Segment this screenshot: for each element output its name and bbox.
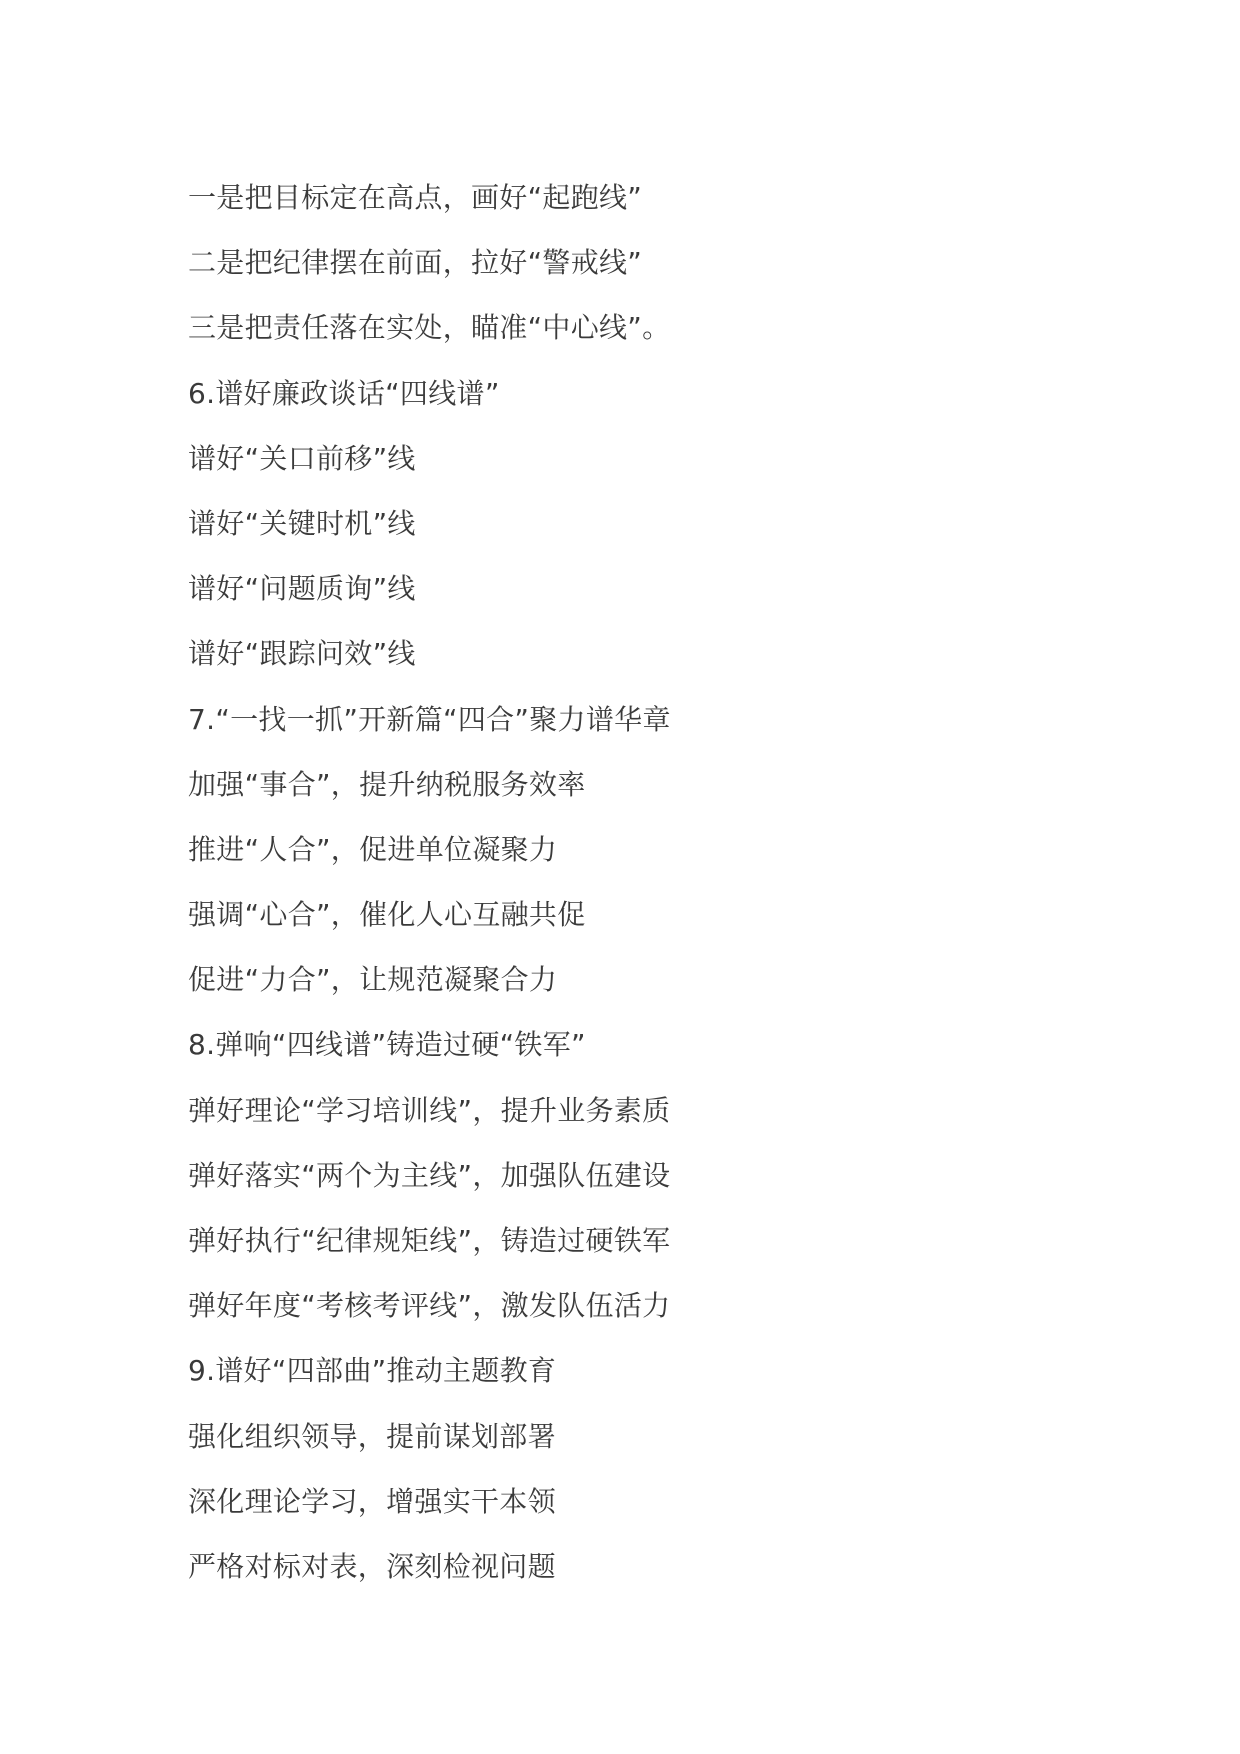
text-line: 谱好“跟踪问效”线	[188, 637, 416, 671]
text-line: 谱好“问题质询”线	[188, 572, 416, 606]
text-line: 弹好年度“考核考评线”，激发队伍活力	[188, 1289, 671, 1323]
text-line: 弹好落实“两个为主线”，加强队伍建设	[188, 1158, 671, 1192]
text-line: 弹好执行“纪律规矩线”，铸造过硬铁军	[188, 1224, 671, 1257]
section-heading: 8.弹响“四线谱”铸造过硬“铁军”	[188, 1028, 586, 1062]
text-line: 强调“心合”，催化人心互融共促	[188, 898, 586, 932]
text-line: 谱好“关口前移”线	[188, 441, 416, 475]
document-body	[188, 170, 1188, 1604]
text-line: 深化理论学习，增强实干本领	[188, 1484, 556, 1518]
text-line: 推进“人合”，促进单位凝聚力	[188, 832, 558, 866]
text-line: 二是把纪律摆在前面，拉好“警戒线”	[188, 246, 643, 280]
text-line: 三是把责任落在实处，瞄准“中心线”。	[188, 311, 671, 345]
text-line: 促进“力合”，让规范凝聚合力	[188, 963, 558, 997]
text-line: 强化组织领导，提前谋划部署	[188, 1419, 556, 1453]
text-line: 弹好理论“学习培训线”，提升业务素质	[188, 1093, 671, 1127]
section-heading: 7.“一找一抓”开新篇“四合”聚力谱华章	[188, 702, 671, 736]
text-line: 一是把目标定在高点，画好“起跑线”	[188, 181, 643, 214]
section-heading: 9.谱好“四部曲”推动主题教育	[188, 1354, 557, 1388]
text-line: 加强“事合”，提升纳税服务效率	[188, 767, 586, 801]
text-line: 谱好“关键时机”线	[188, 506, 416, 540]
section-heading: 6.谱好廉政谈话“四线谱”	[188, 376, 500, 410]
text-line: 严格对标对表，深刻检视问题	[188, 1549, 556, 1583]
